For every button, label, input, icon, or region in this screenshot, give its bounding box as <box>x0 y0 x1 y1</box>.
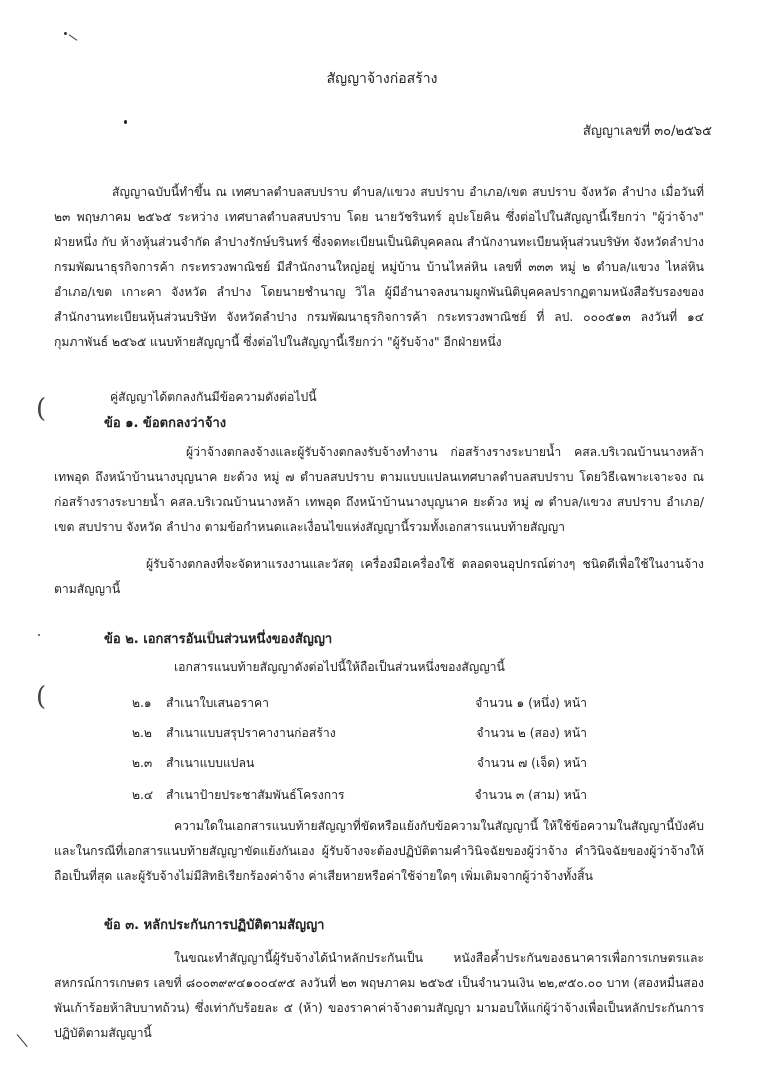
attachment-name: สำเนาป้ายประชาสัมพันธ์โครงการ <box>166 788 345 802</box>
preamble-paragraph: สัญญาฉบับนี้ทำขึ้น ณ เทศบาลตำบลสบปราบ ตำบล/แขวง สบปราบ อำเภอ/เขต สบปราบ จังหวัด ลำปาง เมื่อวันที่ ๒๓ พฤษภาคม ๒๕๖๕ ระหว่าง เทศบาลตำบลสบปราบ โดย นายวัชรินทร์ อุปะโยคิน ซึ่งต่อไปในสัญญานี้เรียกว่า "ผู้ว่าจ้าง" ฝ่ายหนึ่ง กับ ห้างหุ้นส่วนจำกัด ลำปางรักษ์บรินทร์ ซึ่งจดทะเบียนเป็นนิติบุคคลณ สำนักงานทะเบียนหุ้นส่วนบริษัท จังหวัดลำปาง กรมพัฒนาธุรกิจการค้า กระทรวงพาณิชย์ มีสำนักงานใหญ่อยู่ หมู่บ้าน บ้านไหล่หิน เลขที่ ๓๓๓ หมู่ ๒ ตำบล/แขวง ไหล่หิน อำเภอ/เขต เกาะคา จังหวัด ลำปาง โดยนายชำนาญ วิไล ผู้มีอำนาจลงนามผูกพันนิติบุคคลปรากฏตามหนังสือรับรองของสำนักงานทะเบียนหุ้นส่วนบริษัท จังหวัดลำปาง กรมพัฒนาธุรกิจการค้า กระทรวงพาณิชย์ ที่ ลป. ๐๐๐๕๑๓ ลงวันที่ ๑๔ กุมภาพันธ์ ๒๕๖๕ แนบท้ายสัญญานี้ ซึ่งต่อไปในสัญญานี้เรียกว่า "ผู้รับจ้าง" อีกฝ่ายหนึ่ง <box>54 185 704 349</box>
attachment-number: ๒.๒ <box>132 726 152 740</box>
scan-mark <box>124 120 127 124</box>
attachment-number: ๒.๑ <box>132 696 152 710</box>
attachment-number: ๒.๔ <box>132 788 154 802</box>
clause-3-heading: ข้อ ๓. หลักประกันการปฏิบัติตามสัญญา <box>104 918 325 933</box>
clause-1-paragraph-2: ผู้รับจ้างตกลงที่จะจัดหาแรงงานและวัสดุ เครื่องมือเครื่องใช้ ตลอดจนอุปกรณ์ต่างๆ ชนิดดีเพื่อใช้ในงานจ้างตามสัญญานี้ <box>54 557 704 596</box>
clause-1-paragraph-1: ผู้ว่าจ้างตกลงจ้างและผู้รับจ้างตกลงรับจ้างทำงาน ก่อสร้างรางระบายน้ำ คสล.บริเวณบ้านนางหล้า เทพอุด ถึงหน้าบ้านนางบุญนาค ยะด้วง หมู่ ๗ ตำบลสบปราบ ตามแบบแปลนเทศบาลตำบลสบปราบ โดยวิธีเฉพาะเจาะจง ณ ก่อสร้างรางระบายน้ำ คสล.บริเวณบ้านนางหล้า เทพอุด ถึงหน้าบ้านนางบุญนาค ยะด้วง หมู่ ๗ ตำบล/แขวง สบปราบ อำเภอ/เขต สบปราบ จังหวัด ลำปาง ตามข้อกำหนดและเงื่อนไขแห่งสัญญานี้รวมทั้งเอกสารแนบท้ายสัญญา <box>54 445 704 534</box>
clause-2-heading: ข้อ ๒. เอกสารอันเป็นส่วนหนึ่งของสัญญา <box>104 632 333 647</box>
margin-bracket-mark: ( <box>36 394 47 424</box>
scan-mark <box>64 32 67 35</box>
agreement-line: คู่สัญญาได้ตกลงกันมีข้อความดังต่อไปนี้ <box>110 390 317 404</box>
attachment-name: สำเนาแบบสรุปราคางานก่อสร้าง <box>166 726 336 740</box>
clause-3-paragraph: ในขณะทำสัญญานี้ผู้รับจ้างได้นำหลักประกันเป็น หนังสือค้ำประกันของธนาคารเพื่อการเกษตรและสหกรณ์การเกษตร เลขที่ ๘๐๐๓๙๙๔๑๐๐๔๙๕ ลงวันที่ ๒๓ พฤษภาคม ๒๕๖๕ เป็นจำนวนเงิน ๒๒,๙๕๐.๐๐ บาท (สองหมื่นสองพันเก้าร้อยห้าสิบบาทถ้วน) ซึ่งเท่ากับร้อยละ ๕ (ห้า) ของราคาค่าจ้างตามสัญญา มามอบให้แก่ผู้ว่าจ้างเพื่อเป็นหลักประกันการปฏิบัติตามสัญญานี้ <box>54 951 704 1040</box>
scan-mark <box>16 1034 27 1047</box>
attachment-name: สำเนาแบบแปลน <box>166 756 255 770</box>
scan-mark <box>38 634 40 636</box>
attachment-name: สำเนาใบเสนอราคา <box>166 696 269 710</box>
attachment-pages: จำนวน ๑ (หนึ่ง) หน้า <box>475 696 587 710</box>
clause-1-heading: ข้อ ๑. ข้อตกลงว่าจ้าง <box>104 416 227 431</box>
attachment-pages: จำนวน ๓ (สาม) หน้า <box>474 788 587 802</box>
attachment-pages: จำนวน ๒ (สอง) หน้า <box>476 726 587 740</box>
document-title: สัญญาจ้างก่อสร้าง <box>326 71 438 87</box>
clause-2-intro: เอกสารแนบท้ายสัญญาดังต่อไปนี้ให้ถือเป็นส่วนหนึ่งของสัญญานี้ <box>174 660 505 674</box>
clause-2-conflict-paragraph: ความใดในเอกสารแนบท้ายสัญญาที่ขัดหรือแย้งกับข้อความในสัญญานี้ ให้ใช้ข้อความในสัญญานี้บังคับ และในกรณีที่เอกสารแนบท้ายสัญญาขัดแย้งกันเอง ผู้รับจ้างจะต้องปฏิบัติตามคำวินิจฉัยของผู้ว่าจ้าง คำวินิจฉัยของผู้ว่าจ้างให้ถือเป็นที่สุด และผู้รับจ้างไม่มีสิทธิเรียกร้องค่าจ้าง ค่าเสียหายหรือค่าใช้จ่ายใดๆ เพิ่มเติมจากผู้ว่าจ้างทั้งสิ้น <box>54 819 704 883</box>
attachment-pages: จำนวน ๗ (เจ็ด) หน้า <box>476 756 587 770</box>
margin-bracket-mark: ( <box>36 682 47 712</box>
contract-number: สัญญาเลขที่ ๓๐/๒๕๖๕ <box>582 124 712 139</box>
scan-mark <box>69 34 78 41</box>
attachment-number: ๒.๓ <box>132 756 153 770</box>
